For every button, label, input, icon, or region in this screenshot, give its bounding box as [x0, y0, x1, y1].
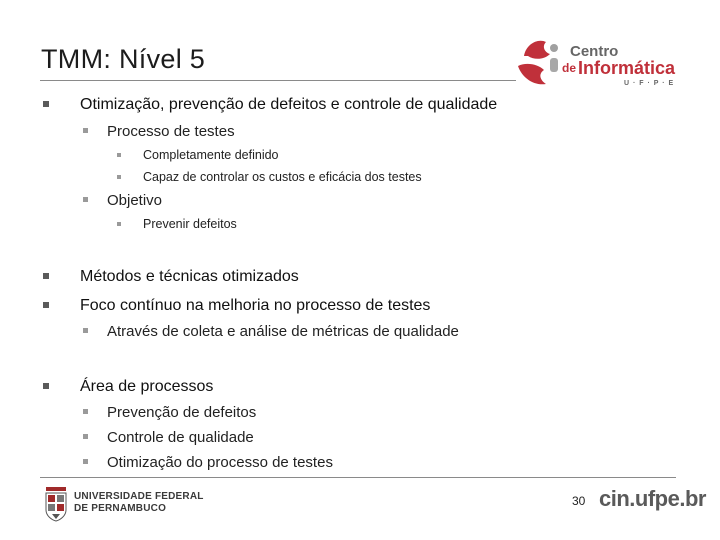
- footer-divider: [40, 477, 676, 478]
- bullet-l2: [83, 328, 88, 333]
- bullet-l2: [83, 459, 88, 464]
- bullet-l2: [83, 128, 88, 133]
- bullet-fully-defined: Completamente definido: [143, 148, 279, 162]
- bullet-l1: [43, 101, 49, 107]
- bullet-l1: [43, 383, 49, 389]
- bullet-quality-control: Controle de qualidade: [107, 429, 254, 446]
- bullet-process-area: Área de processos: [80, 378, 214, 395]
- bullet-l2: [83, 434, 88, 439]
- bullet-continuous-focus: Foco contínuo na melhoria no processo de testes: [80, 297, 431, 314]
- bullet-l3: [117, 175, 121, 179]
- logo-tagline-text: U · F · P · E: [624, 80, 675, 87]
- bullet-l3: [117, 153, 121, 157]
- centro-de-informatica-logo: [516, 34, 686, 88]
- bullet-optimization: Otimização, prevenção de defeitos e controle de qualidade: [80, 96, 498, 113]
- bullet-objective: Objetivo: [107, 192, 163, 209]
- ufpe-line2: DE PERNAMBUCO: [74, 503, 167, 514]
- ufpe-name: [74, 491, 204, 515]
- ufpe-line1: UNIVERSIDADE FEDERAL: [74, 491, 204, 502]
- bullet-l2: [83, 409, 88, 414]
- logo-informatica-text: Informática: [578, 58, 676, 78]
- bullet-l1: [43, 273, 49, 279]
- bullet-process-optimization: Otimização do processo de testes: [107, 454, 333, 471]
- ufpe-crest-icon: [44, 486, 68, 522]
- bullet-l1: [43, 302, 49, 308]
- bullet-l2: [83, 197, 88, 202]
- bullet-metrics: Através de coleta e análise de métricas de qualidade: [107, 323, 459, 340]
- logo-de-text: de: [562, 61, 577, 75]
- title-divider: [40, 80, 516, 81]
- bullet-defect-prevention: Prevenção de defeitos: [107, 404, 257, 421]
- logo-centro-text: Centro: [570, 43, 619, 60]
- bullet-methods: Métodos e técnicas otimizados: [80, 268, 299, 285]
- bullet-control-costs: Capaz de controlar os custos e eficácia dos testes: [143, 170, 422, 184]
- logo-mark: [518, 41, 558, 85]
- bullet-prevent-defects: Prevenir defeitos: [143, 217, 237, 231]
- bullet-l3: [117, 222, 121, 226]
- bullet-test-process: Processo de testes: [107, 123, 235, 140]
- cin-url: cin.ufpe.br: [599, 486, 706, 511]
- slide-title: TMM: Nível 5: [41, 44, 206, 74]
- page-number: 30: [572, 494, 586, 508]
